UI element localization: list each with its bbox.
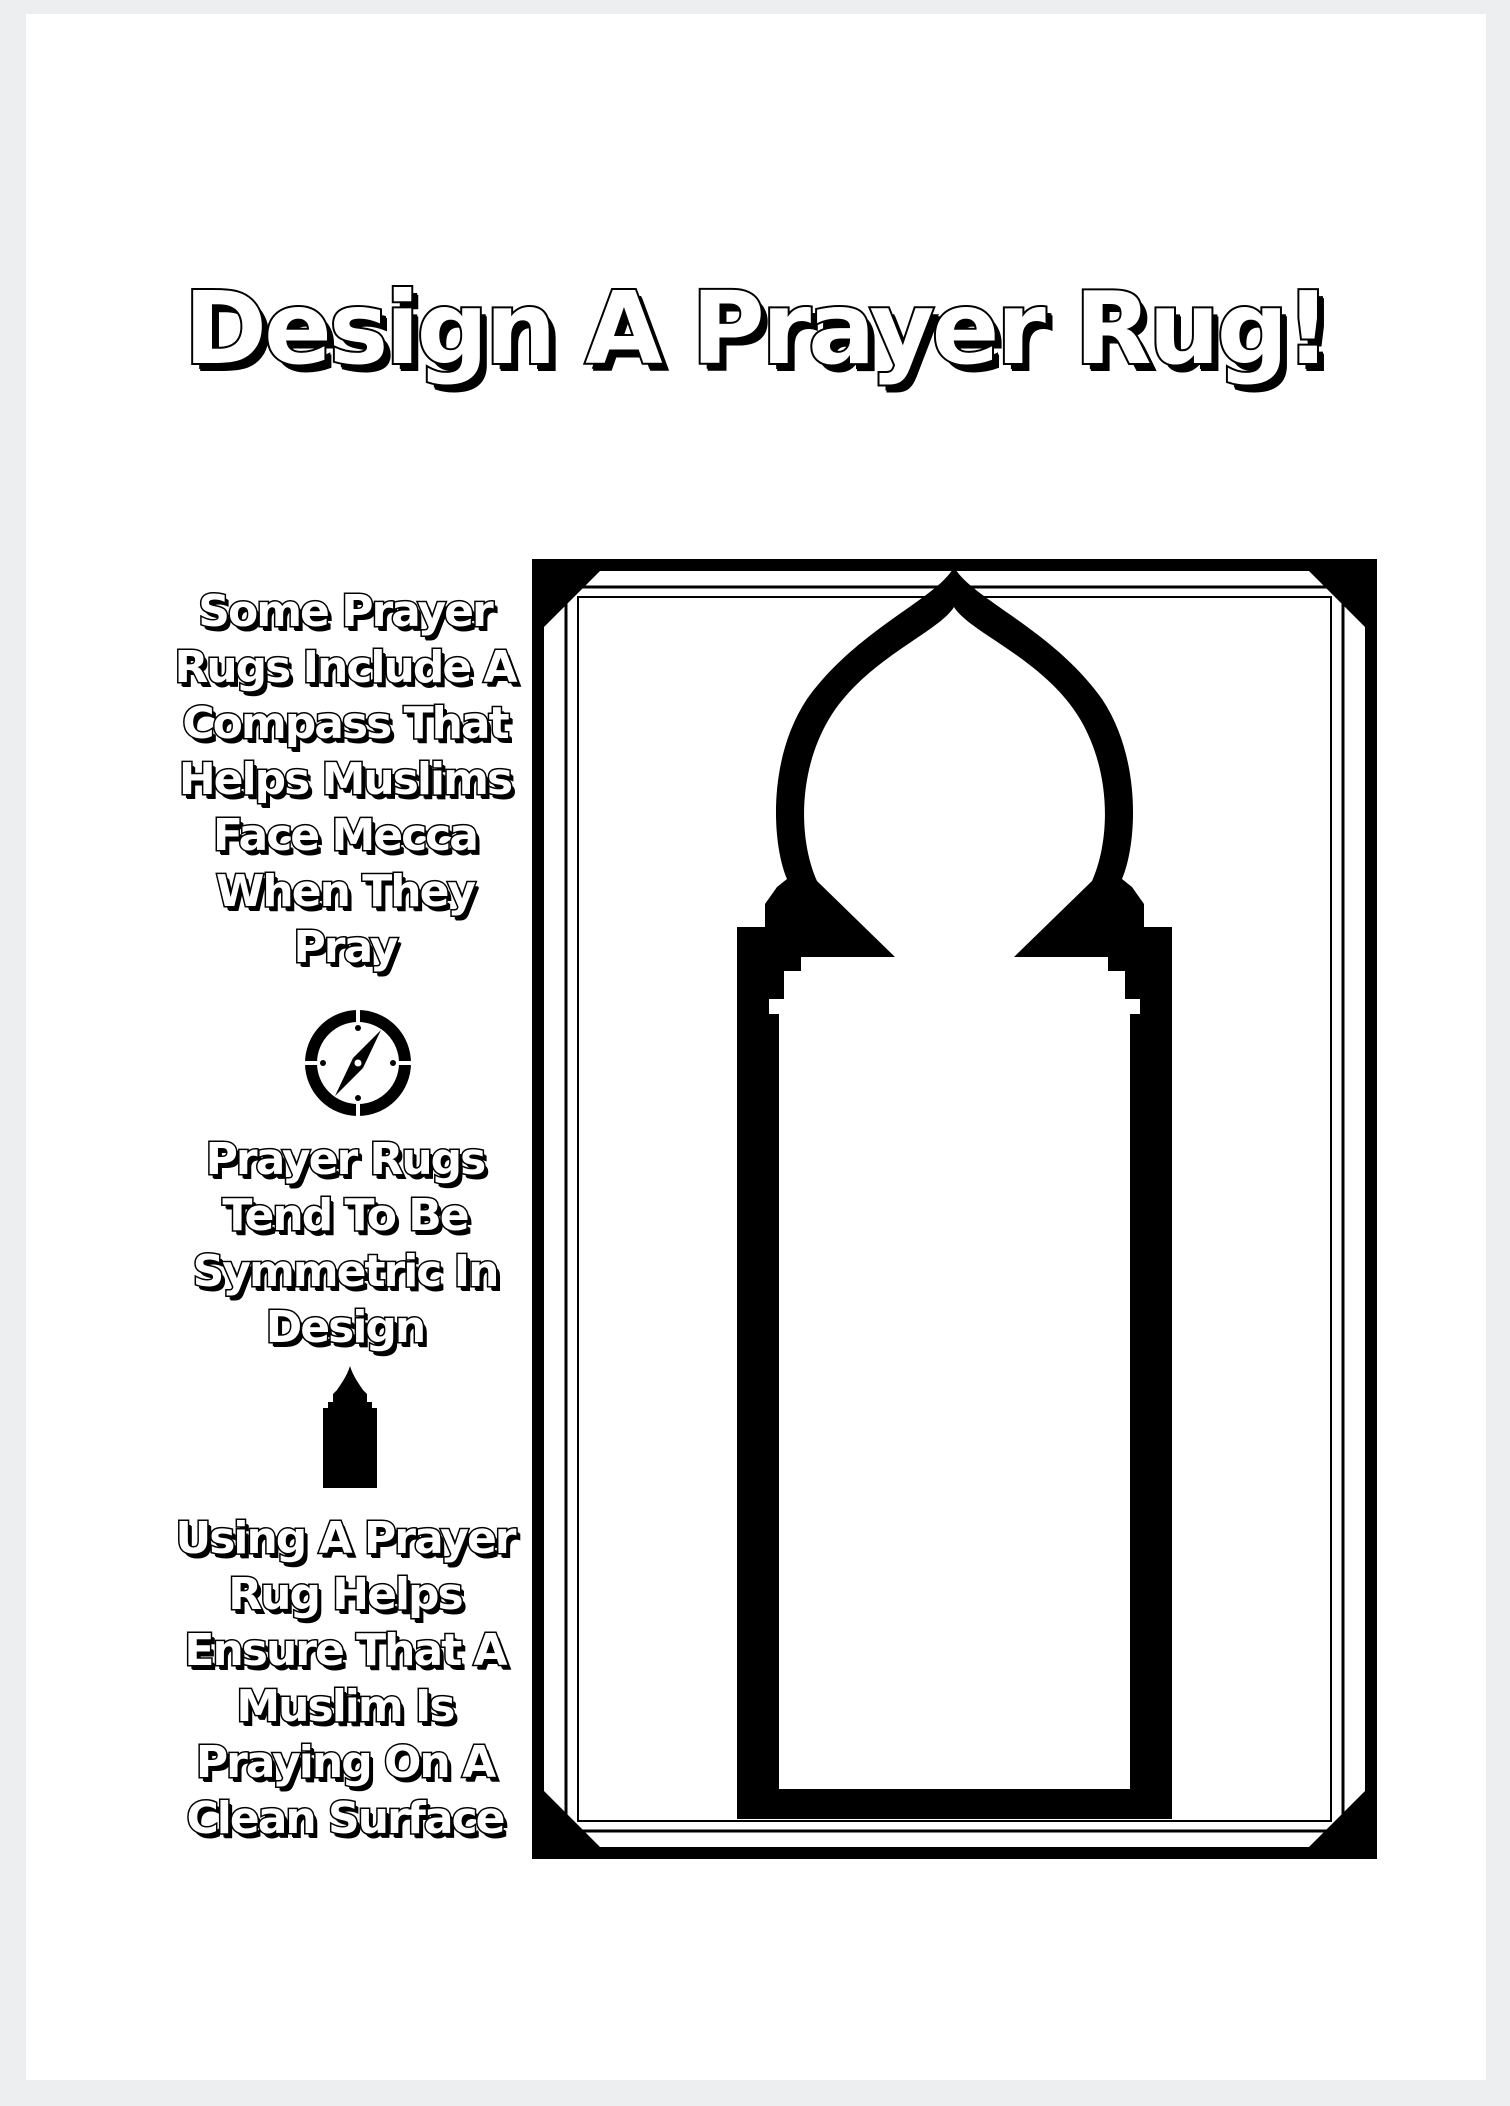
worksheet-title: Design A Prayer Rug! xyxy=(184,270,1328,387)
fact-symmetry: Prayer Rugs Tend To Be Symmetric In Design xyxy=(192,1134,498,1353)
mosque-silhouette-icon xyxy=(319,1366,381,1488)
compass-icon xyxy=(303,1008,413,1118)
prayer-rug-outline[interactable] xyxy=(532,559,1377,1859)
worksheet-page xyxy=(26,14,1486,2080)
fact-compass: Some Prayer Rugs Include A Compass That Helps Muslims Face Mecca When They Pray xyxy=(174,586,516,973)
fact-clean-surface: Using A Prayer Rug Helps Ensure That A Muslim Is Praying On A Clean Surface xyxy=(175,1513,515,1844)
